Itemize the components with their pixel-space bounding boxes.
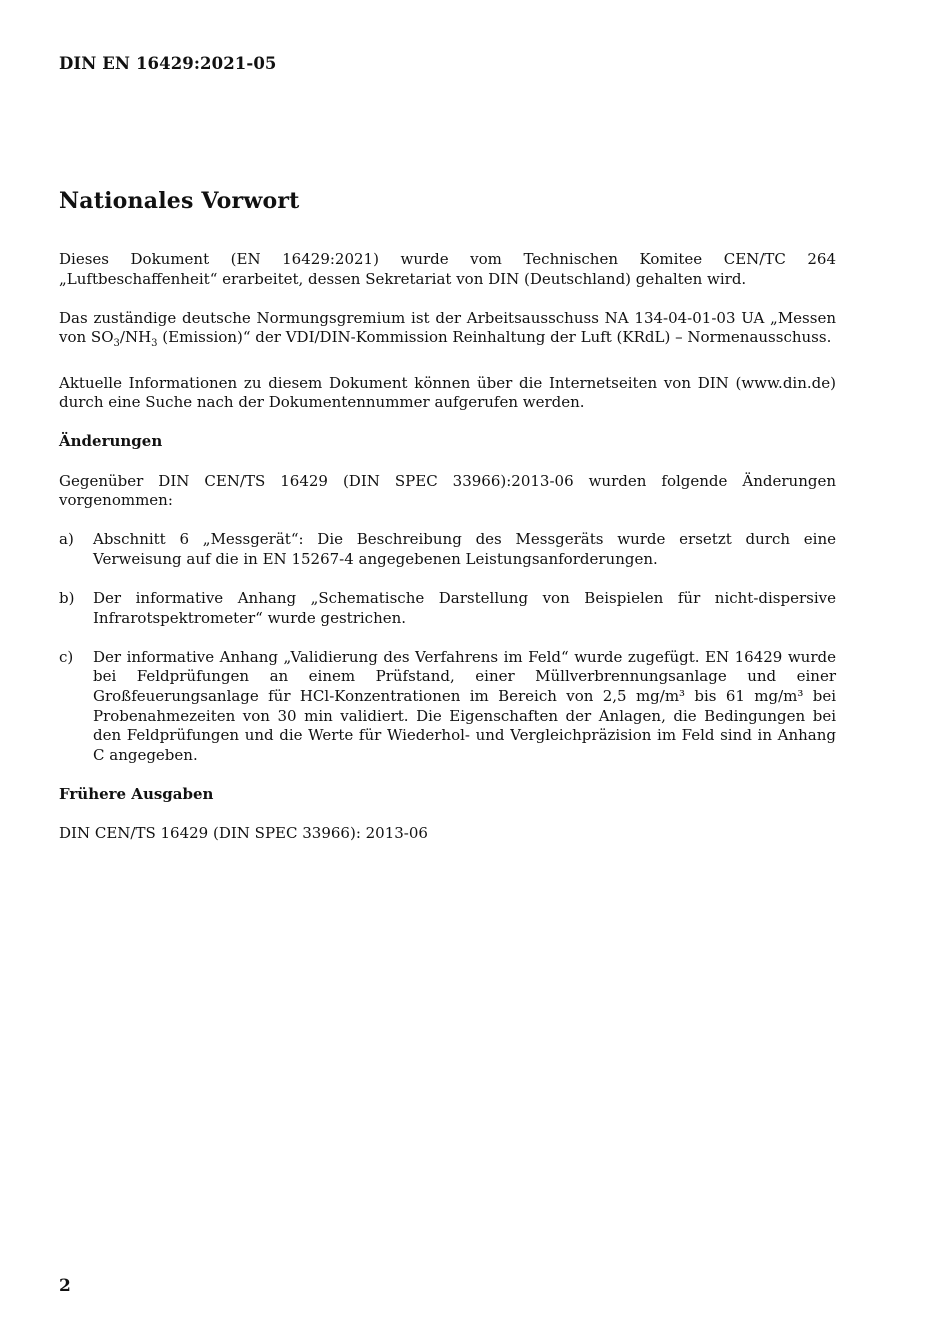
subscript-3: 3 — [151, 338, 158, 350]
foreword-paragraph-2-part3: (Emission)“ der VDI/DIN-Kommission Reinhaltung der Luft (KRdL) – Normenausschuss. — [157, 328, 832, 347]
changes-heading: Änderungen — [59, 432, 163, 451]
page-content — [59, 186, 836, 863]
foreword-paragraph-2-part2: /NH — [119, 328, 152, 347]
list-item-text: Der informative Anhang „Schematische Darstellung von Beispielen für nicht-dispersive Infrarotspektrometer“ wurde gestrichen. — [93, 589, 836, 627]
list-item-text: Der informative Anhang „Validierung des Verfahrens im Feld“ wurde zugefügt. EN 16429 wurde bei Feldprüfungen an einem Prüfstand, einer Müllverbrennungsanlage und einer Großfeuerungsanlage für HCl-Konzentrationen im Bereich von 2,5 mg/m³ bis 61 mg/m³ bei Probenahmezeiten von 30 min validiert. Die Eigenschaften der Anlagen, die Bedingungen bei den Feldprüfungen und die Werte für Wiederhol- und Vergleichpräzision im Feld sind in Anhang C angegeben. — [93, 647, 836, 764]
previous-editions-heading: Frühere Ausgaben — [59, 785, 214, 804]
foreword-paragraph-2 — [59, 309, 836, 354]
list-item-label: a) — [59, 530, 74, 549]
section-title: Nationales Vorwort — [59, 188, 300, 214]
subscript-3: 3 — [113, 338, 120, 350]
foreword-paragraph-2-part1: Das zuständige deutsche Normungsgremium ist der Arbeitsausschuss NA 134-04-01-03 UA „Messen von SO — [59, 308, 836, 347]
page-number: 2 — [59, 1276, 71, 1296]
list-item — [59, 648, 836, 766]
foreword-paragraph-1: Dieses Dokument (EN 16429:2021) wurde vom Technischen Komitee CEN/TC 264 „Luftbeschaffenheit“ erarbeitet, dessen Sekretariat von DIN (Deutschland) gehalten wird. — [59, 250, 836, 288]
list-item-text: Abschnitt 6 „Messgerät“: Die Beschreibung des Messgeräts wurde ersetzt durch eine Verweisung auf die in EN 15267-4 angegebenen Leistungsanforderungen. — [93, 530, 836, 568]
list-item-label: b) — [59, 589, 75, 608]
list-item-label: c) — [59, 647, 74, 666]
previous-editions-text: DIN CEN/TS 16429 (DIN SPEC 33966): 2013-06 — [59, 824, 428, 843]
list-item — [59, 530, 836, 569]
list-item — [59, 589, 836, 628]
foreword-paragraph-3: Aktuelle Informationen zu diesem Dokument können über die Internetseiten von DIN (www.din.de) durch eine Suche nach der Dokumentennummer aufgerufen werden. — [59, 373, 836, 412]
changes-intro: Gegenüber DIN CEN/TS 16429 (DIN SPEC 33966):2013-06 wurden folgende Änderungen vorgenommen: — [59, 471, 836, 510]
document-identifier: DIN EN 16429:2021-05 — [59, 54, 277, 73]
